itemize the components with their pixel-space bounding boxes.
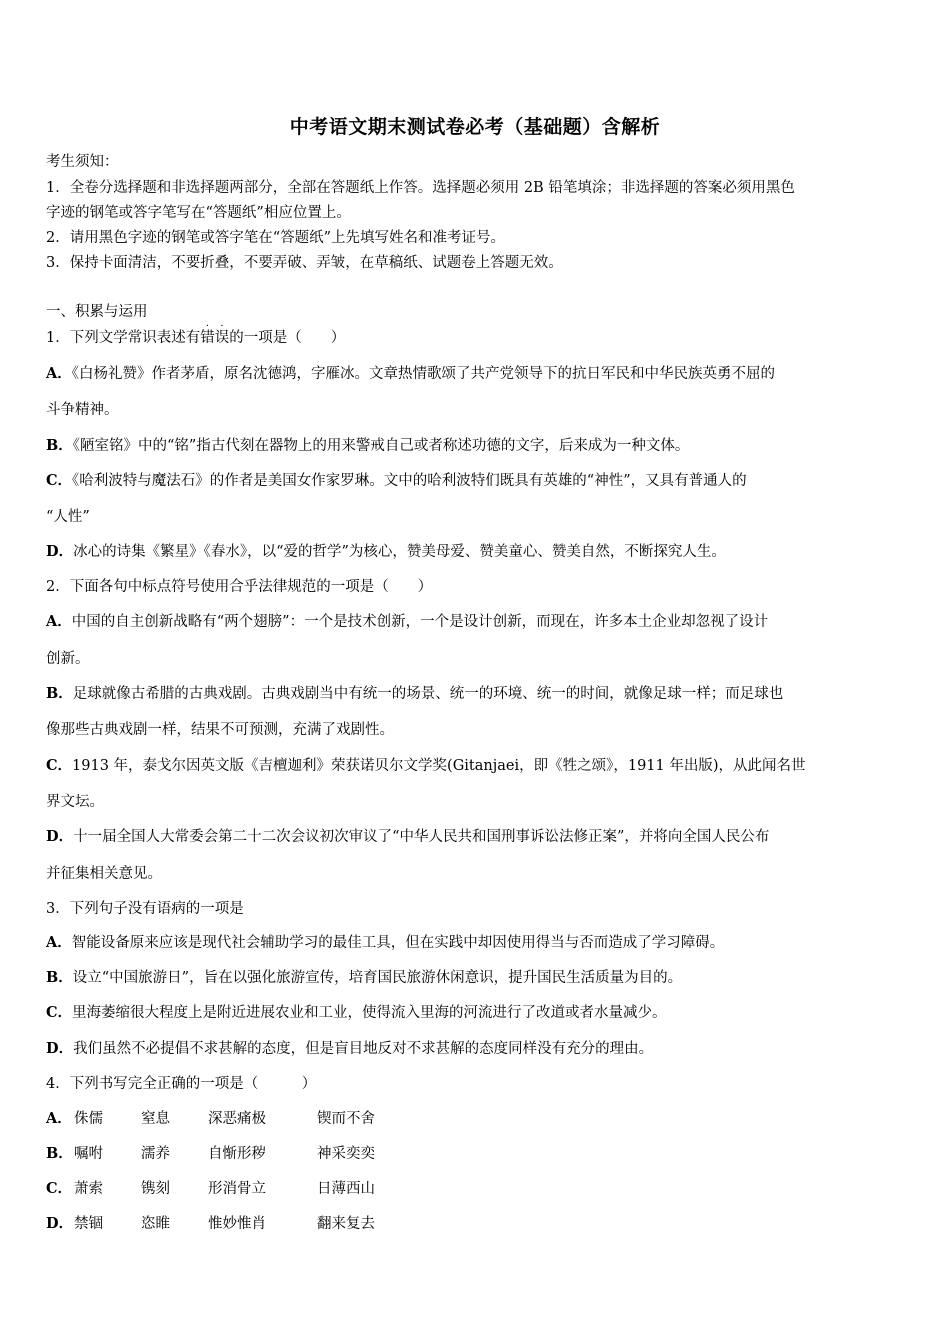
- stem-text: 的一项是（ ）: [229, 330, 346, 346]
- section-heading: 一、积累与运用: [46, 304, 148, 320]
- q1-option-a: A．《白杨礼赞》作者茅盾，原名沈德鸿，字雁冰。文章热情歌颂了共产党领导下的抗日军民和中华民族英勇不屈的: [46, 365, 776, 382]
- notice-item-1: 1．全卷分选择题和非选择题两部分，全部在答题纸上作答。选择题必须用 2B 铅笔填涂；非选择题的答案必须用黑色: [46, 180, 795, 196]
- q2-option-c-cont: 界文坛。: [46, 794, 104, 810]
- q1-option-a-cont: 斗争精神。: [46, 402, 119, 418]
- notice-heading: 考生须知：: [46, 154, 119, 170]
- q2-option-d-cont: 并征集相关意见。: [46, 866, 162, 882]
- q2-option-a-cont: 创新。: [46, 651, 90, 667]
- q1-option-b: B．《陋室铭》中的“铭”指古代刻在器物上的用来警戒自己或者称述功德的文字，后来成为一种文体。: [46, 437, 690, 454]
- notice-item-2: 2．请用黑色字迹的钢笔或答字笔在“答题纸”上先填写姓名和准考证号。: [46, 230, 506, 246]
- q2-option-d: D．十一届全国人大常委会第二十二次会议初次审议了“中华人民共和国刑事诉讼法修正案”，并将向全国人民公布: [46, 828, 770, 845]
- q2-option-b-cont: 像那些古典戏剧一样，结果不可预测，充满了戏剧性。: [46, 722, 394, 738]
- q2-option-b: B．足球就像古希腊的古典戏剧。古典戏剧当中有统一的场景、统一的环境、统一的时间，就像足球一样；而足球也: [46, 685, 784, 702]
- q2-option-a: A．中国的自主创新战略有“两个翅膀”：一个是技术创新，一个是设计创新，而现在，许多本土企业却忽视了设计: [46, 613, 769, 630]
- q3-option-c: C．里海萎缩很大程度上是附近进展农业和工业，使得流入里海的河流进行了改道或者水量减少。: [46, 1004, 667, 1021]
- notice-item-3: 3．保持卡面清洁，不要折叠，不要弄破、弄皱，在草稿纸、试题卷上答题无效。: [46, 255, 563, 271]
- q2-option-c: C．1913 年，泰戈尔因英文版《吉檀迦利》荣获诺贝尔文学奖(Gitanjaei，即《牲之颂》，1911 年出版)，从此闻名世: [46, 757, 806, 774]
- question-1-stem: [46, 321, 346, 348]
- q3-option-d: D．我们虽然不必提倡不求甚解的态度，但是盲目地反对不求甚解的态度同样没有充分的理由。: [46, 1040, 654, 1057]
- q1-option-d: D．冰心的诗集《繁星》《春水》，以“爱的哲学”为核心，赞美母爱、赞美童心、赞美自然，不断探究人生。: [46, 543, 726, 560]
- notice-item-1-cont: 字迹的钢笔或答字笔写在“答题纸”相应位置上。: [46, 205, 351, 221]
- q3-option-b: B．设立“中国旅游日”，旨在以强化旅游宣传，培育国民旅游休闲意识，提升国民生活质量为目的。: [46, 969, 683, 986]
- q3-option-a: A．智能设备原来应该是现代社会辅助学习的最佳工具，但在实践中却因使用得当与否而造成了学习障碍。: [46, 934, 725, 951]
- emphasis-char: · 错: [200, 321, 215, 346]
- q1-option-c-cont: “人性”: [46, 509, 90, 525]
- emphasis-char: · 误: [214, 321, 230, 346]
- q1-option-c: C．《哈利波特与魔法石》的作者是美国女作家罗琳。文中的哈利波特们既具有英雄的“神性”，又具有普通人的: [46, 472, 747, 489]
- question-4-stem: 4．下列书写完全正确的一项是（ ）: [46, 1076, 317, 1092]
- question-3-stem: 3．下列句子没有语病的一项是: [46, 901, 244, 917]
- document-page: 中考语文期末测试卷必考（基础题）含解析 考生须知： 1．全卷分选择题和非选择题两部分，全部在答题纸上作答。选择题必须用 2B 铅笔填涂；非选择题的答案必须用黑色 字迹的钢笔或答字笔写在“答题纸”相应位置上。 2．请用黑色字迹的钢笔或答字笔在“答题纸”上先填写姓名和准考证号。 3．保持卡面清洁，不要折叠，不要弄破、弄皱，在草稿纸、试题卷上答题无效。 一、积累与运用 1．下列文学常识表述有 · 错 · 误的一项是（ ） A．《白杨礼赞》作者茅盾，原名沈德鸿，字雁冰。文章热情歌颂了共产党领导下的抗日军民和中华民族英勇不屈的 斗争精神。 B．《陋室铭》中的“铭”指古代刻在器物上的用来警戒自己或者称述功德的文字，后来成为一种文体。 C．《哈利波特与魔法石》的作者是美国女作家罗琳。文中的哈利波特们既具有英雄的“神性”，又具有普通人的 “人性” D．冰心的诗集《繁星》《春水》，以“爱的哲学”为核心，赞美母爱、赞美童心、赞美自然，不断探究人生。 2．下面各句中标点符号使用合乎法律规范的一项是（ ） A．中国的自主创新战略有“两个翅膀”：一个是技术创新，一个是设计创新，而现在，许多本土企业却忽视了设计 创新。 B．足球就像古希腊的古典戏剧。古典戏剧当中有统一的场景、统一的环境、统一的时间，就像足球一样；而足球也 像那些古典戏剧一样，结果不可预测，充满了戏剧性。 C．1913 年，泰戈尔因英文版《吉檀迦利》荣获诺贝尔文学奖(Gitanjaei，即《牲之颂》，1911 年出版)，从此闻名世 界文坛。 D．十一届全国人大常委会第二十二次会议初次审议了“中华人民共和国刑事诉讼法修正案”，并将向全国人民公布 并征集相关意见。 3．下列句子没有语病的一项是 A．智能设备原来应该是现代社会辅助学习的最佳工具，但在实践中却因使用得当与否而造成了学习障碍。 B．设立“中国旅游日”，旨在以强化旅游宣传，培育国民旅游休闲意识，提升国民生活质量为目的。 C．里海萎缩很大程度上是附近进展农业和工业，使得流入里海的河流进行了改道或者水量减少。 D．我们虽然不必提倡不求甚解的态度，但是盲目地反对不求甚解的态度同样没有充分的理由。 4．下列书写完全正确的一项是（ ） A． 侏儒 窒息 深恶痛极 锲而不舍 B． 嘱咐 濡养 自惭形秽 神采奕奕 C． 萧索 镌刻 形消骨立 日薄西山 D． 禁锢 恣睢 惟妙惟肖 翻来复去: [0, 0, 950, 1344]
- stem-text: 1．下列文学常识表述有: [46, 330, 201, 346]
- page-title: 中考语文期末测试卷必考（基础题）含解析: [289, 116, 661, 138]
- question-2-stem: 2．下面各句中标点符号使用合乎法律规范的一项是（ ）: [46, 579, 433, 595]
